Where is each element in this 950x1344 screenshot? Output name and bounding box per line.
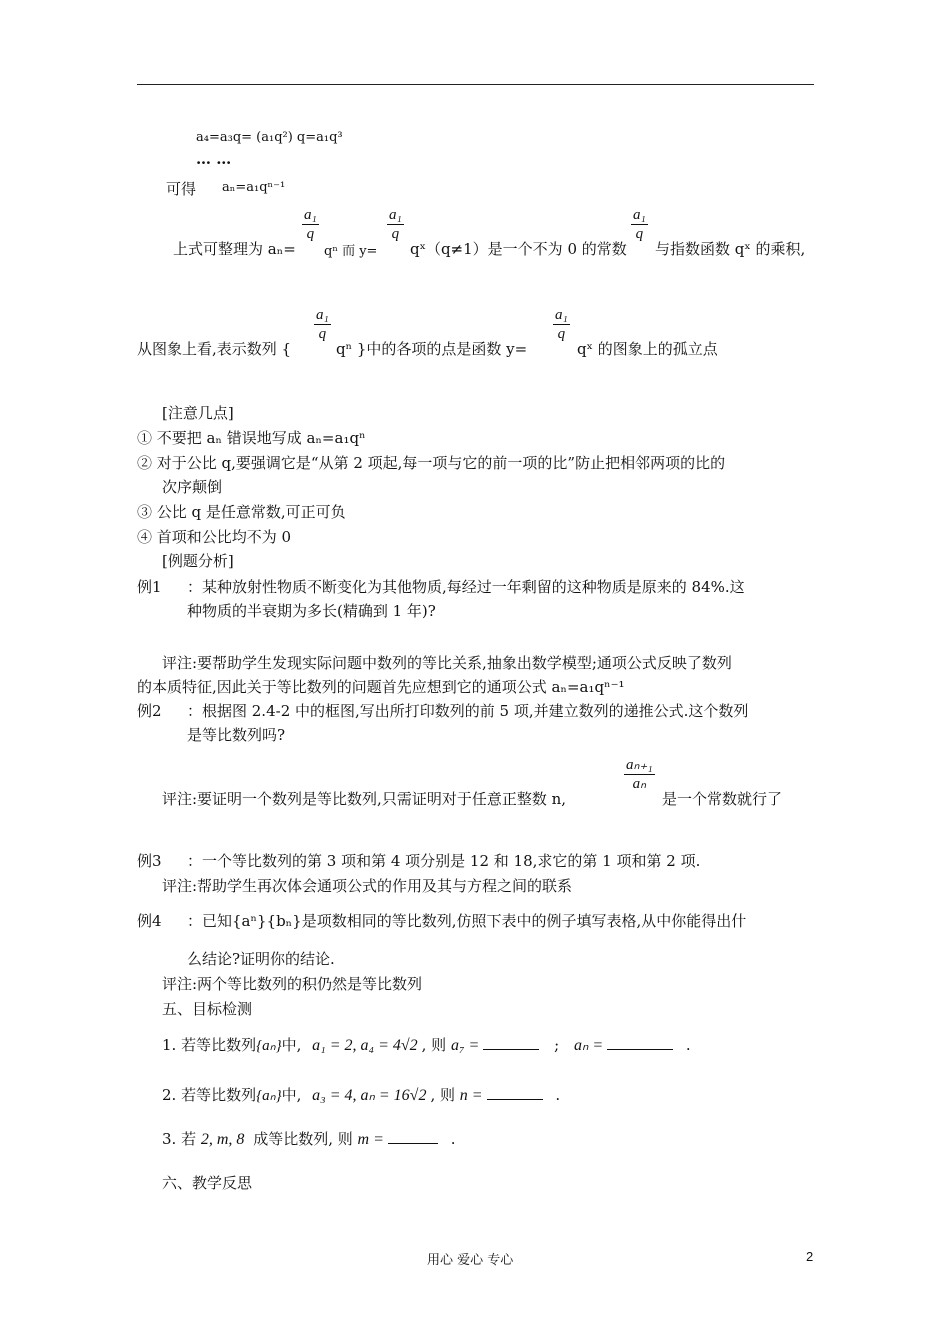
example-4-label: 例4 bbox=[137, 912, 162, 930]
question-3 bbox=[162, 1128, 455, 1149]
derivation-a4-line: a₄=a₃q= (a₁q²) q=a₁q³ bbox=[196, 130, 343, 145]
example-1-line-2: 种物质的半衰期为多长(精确到 1 年)? bbox=[187, 602, 436, 620]
example-4-comment: 评注:两个等比数列的积仍然是等比数列 bbox=[162, 975, 423, 993]
graph-mid: qⁿ }中的各项的点是函数 y= bbox=[336, 340, 528, 358]
question-1-mid: 中, bbox=[281, 1036, 302, 1054]
fraction-a1-over-q-1 bbox=[302, 206, 319, 243]
note-item-1: ① 不要把 aₙ 错误地写成 aₙ=a₁qⁿ bbox=[137, 429, 366, 447]
question-1-separator: ; bbox=[554, 1036, 560, 1054]
header-rule bbox=[137, 84, 814, 85]
rewrite-part2: qˣ（q≠1）是一个不为 0 的常数 bbox=[410, 240, 627, 258]
question-1-then: , 则 bbox=[421, 1036, 447, 1054]
graph-suffix: qˣ 的图象上的孤立点 bbox=[577, 340, 718, 358]
section-5-title: 五、目标检测 bbox=[162, 1000, 253, 1018]
example-2-comment-a: 评注:要证明一个数列是等比数列,只需证明对于任意正整数 n, bbox=[162, 790, 567, 808]
example-2-label: 例2 bbox=[137, 702, 162, 720]
question-2-then: , 则 bbox=[430, 1086, 455, 1104]
notes-heading: [注意几点] bbox=[162, 404, 234, 422]
example-3-label: 例3 bbox=[137, 852, 162, 870]
example-1-comment-1: 评注:要帮助学生发现实际问题中数列的等比关系,抽象出数学模型;通项公式反映了数列 bbox=[162, 654, 732, 672]
question-1-ask-an: aₙ = bbox=[573, 1037, 604, 1054]
example-3-line-1: ：一个等比数列的第 3 项和第 4 项分别是 12 和 18,求它的第 1 项和第 2 项. bbox=[187, 852, 701, 870]
question-2-mid: 中, bbox=[281, 1086, 302, 1104]
fraction-denominator: q bbox=[553, 324, 570, 343]
fraction-numerator: a₁ bbox=[555, 307, 568, 323]
question-1-condition: a₁ = 2, a₄ = 4√2 bbox=[312, 1037, 418, 1054]
note-item-2-cont: 次序颠倒 bbox=[162, 478, 223, 496]
example-4-line-1: ：已知{aⁿ}{bₙ}是项数相同的等比数列,仿照下表中的例子填写表格,从中你能得出什 bbox=[187, 912, 747, 930]
fraction-a1-over-q-5 bbox=[553, 306, 570, 343]
question-3-ask-m: m = bbox=[357, 1131, 384, 1148]
fraction-numerator: a₁ bbox=[389, 207, 402, 223]
fraction-denominator: q bbox=[387, 224, 404, 243]
question-3-end: . bbox=[450, 1130, 456, 1148]
fraction-numerator: a₁ bbox=[633, 207, 646, 223]
fraction-a1-over-q-2 bbox=[387, 206, 404, 243]
fraction-denominator: q bbox=[314, 324, 331, 343]
answer-blank-n[interactable] bbox=[487, 1085, 543, 1100]
note-item-4: ④ 首项和公比均不为 0 bbox=[137, 528, 292, 546]
question-2-sequence: {aₙ} bbox=[256, 1088, 282, 1104]
question-2 bbox=[162, 1084, 560, 1105]
question-3-mid: 成等比数列, 则 bbox=[253, 1130, 353, 1148]
note-item-3: ③ 公比 q 是任意常数,可正可负 bbox=[137, 503, 346, 521]
fraction-denominator: q bbox=[631, 224, 648, 243]
thus-formula: aₙ=a₁qⁿ⁻¹ bbox=[222, 180, 286, 195]
example-2-line-1: ：根据图 2.4-2 中的框图,写出所打印数列的前 5 项,并建立数列的递推公式.这个数列 bbox=[187, 702, 749, 720]
derivation-dots: … … bbox=[196, 150, 232, 168]
note-item-2: ② 对于公比 q,要强调它是“从第 2 项起,每一项与它的前一项的比”防止把相邻两项的比的 bbox=[137, 454, 726, 472]
question-1-prefix: 1. 若等比数列 bbox=[162, 1036, 257, 1054]
section-6-title: 六、教学反思 bbox=[162, 1174, 253, 1192]
question-1-ask-a7: a₇ = bbox=[450, 1037, 480, 1054]
example-1-comment-2: 的本质特征,因此关于等比数列的问题首先应想到它的通项公式 aₙ=a₁qⁿ⁻¹ bbox=[137, 678, 625, 696]
question-1-sequence: {aₙ} bbox=[256, 1038, 282, 1054]
example-4-line-2: 么结论?证明你的结论. bbox=[187, 950, 335, 968]
rewrite-prefix: 上式可整理为 aₙ= bbox=[173, 240, 296, 258]
example-1-label: 例1 bbox=[137, 578, 162, 596]
fraction-a1-over-q-4 bbox=[314, 306, 331, 343]
example-3-comment: 评注:帮助学生再次体会通项公式的作用及其与方程之间的联系 bbox=[162, 877, 573, 895]
answer-blank-an[interactable] bbox=[607, 1035, 673, 1050]
question-2-prefix: 2. 若等比数列 bbox=[162, 1086, 257, 1104]
question-1-end: . bbox=[685, 1036, 691, 1054]
fraction-denominator: q bbox=[302, 224, 319, 243]
fraction-ratio bbox=[624, 756, 655, 793]
answer-blank-a7[interactable] bbox=[483, 1035, 539, 1050]
example-2-line-2: 是等比数列吗? bbox=[187, 726, 286, 744]
fraction-numerator: aₙ₊₁ bbox=[626, 757, 653, 773]
fraction-numerator: a₁ bbox=[304, 207, 317, 223]
question-3-condition: 2, m, 8 bbox=[200, 1131, 245, 1148]
answer-blank-m[interactable] bbox=[388, 1129, 438, 1144]
question-2-condition: a₃ = 4, aₙ = 16√2 bbox=[312, 1087, 427, 1104]
page-number: 2 bbox=[806, 1249, 814, 1264]
question-3-prefix: 3. 若 bbox=[162, 1130, 197, 1148]
fraction-denominator: aₙ bbox=[624, 774, 655, 793]
footer-center-text: 用心 爱心 专心 bbox=[427, 1253, 514, 1268]
rewrite-part1: qⁿ 而 y= bbox=[324, 244, 378, 259]
examples-heading: [例题分析] bbox=[162, 552, 234, 570]
question-1 bbox=[162, 1034, 691, 1055]
question-2-ask-n: n = bbox=[459, 1087, 483, 1104]
thus-label: 可得 bbox=[166, 180, 197, 198]
example-2-comment-b: 是一个常数就行了 bbox=[662, 790, 783, 808]
example-1-line-1: ：某种放射性物质不断变化为其他物质,每经过一年剩留的这种物质是原来的 84%.这 bbox=[187, 578, 745, 596]
graph-prefix: 从图象上看,表示数列 { bbox=[137, 340, 292, 358]
question-2-end: . bbox=[555, 1086, 561, 1104]
fraction-numerator: a₁ bbox=[316, 307, 329, 323]
rewrite-part3: 与指数函数 qˣ 的乘积, bbox=[655, 240, 806, 258]
fraction-a1-over-q-3 bbox=[631, 206, 648, 243]
